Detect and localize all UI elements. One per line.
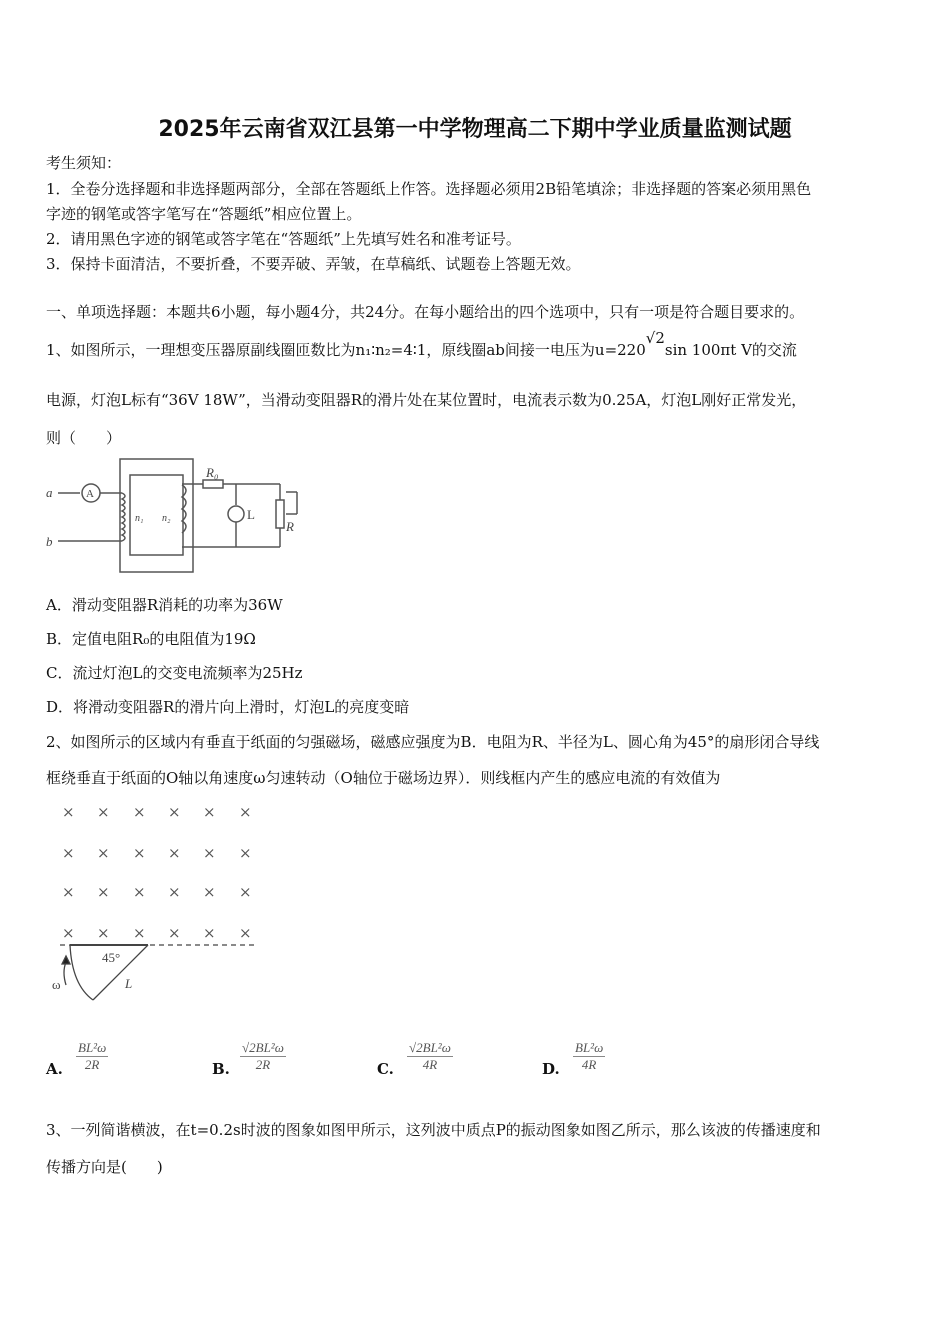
svg-text:L: L [247,507,255,522]
q2-line1: 2、如图所示的区域内有垂直于纸面的匀强磁场，磁感应强度为B．电阻为R、半径为L、圆心角为45°的扇形闭合导线 [46,733,820,751]
field-cross-icon: × [203,803,216,821]
q1-option-b[interactable]: B．定值电阻R₀的电阻值为19Ω [46,630,256,648]
svg-text:45°: 45° [102,950,121,965]
q1-line1b: sin 100πt V的交流 [664,341,797,359]
field-cross-icon: × [168,924,181,942]
field-cross-icon: × [203,883,216,901]
svg-text:R: R [286,519,294,534]
q1-option-d[interactable]: D．将滑动变阻器R的滑片向上滑时，灯泡L的亮度变暗 [46,698,410,716]
field-cross-icon: × [62,844,75,862]
svg-text:n₂: n₂ [162,513,171,524]
r0-resistor [203,480,223,488]
field-cross-icon: × [239,844,252,862]
field-cross-icon: × [97,803,110,821]
svg-text:L: L [125,976,133,991]
field-cross-icon: × [203,844,216,862]
q2-line2: 框绕垂直于纸面的O轴以角速度ω匀速转动（O轴位于磁场边界）．则线框内产生的感应电流的有效值为 [46,769,721,787]
sector-diagram [60,945,256,1000]
field-cross-icon: × [203,924,216,942]
q1-line2: 电源，灯泡L标有“36V 18W”，当滑动变阻器R的滑片处在某位置时，电流表示数为0.25A，灯泡L刚好正常发光， [46,391,807,409]
svg-text:b: b [46,534,53,549]
field-cross-icon: × [62,803,75,821]
q1-option-a[interactable]: A．滑动变阻器R消耗的功率为36W [46,596,283,614]
svg-text:R₀: R₀ [206,465,219,480]
field-cross-icon: × [239,803,252,821]
rotation-arrow [64,962,66,985]
field-cross-icon: × [239,883,252,901]
field-cross-icon: × [133,803,146,821]
field-cross-icon: × [97,883,110,901]
svg-text:n₁: n₁ [135,513,144,524]
field-cross-icon: × [168,844,181,862]
arrow-head-icon [62,956,70,964]
magnetic-field-marks [62,803,252,942]
svg-text:a: a [46,485,53,500]
q1-option-c[interactable]: C．流过灯泡L的交变电流频率为25Hz [46,664,303,682]
q3-line1: 3、一列简谐横波，在t=0.2s时波的图象如图甲所示，这列波中质点P的振动图象如图乙所示，那么该波的传播速度和 [46,1121,821,1139]
rheostat [276,500,284,528]
sqrt-2: √2 [645,329,665,347]
notice-line: 3．保持卡面清洁，不要折叠，不要弄破、弄皱，在草稿纸、试题卷上答题无效。 [46,255,581,273]
field-cross-icon: × [62,924,75,942]
svg-text:A: A [86,488,94,500]
field-cross-icon: × [133,883,146,901]
field-cross-icon: × [168,883,181,901]
q3-line2: 传播方向是( ) [46,1158,163,1176]
field-cross-icon: × [62,883,75,901]
page-title: 2025年云南省双江县第一中学物理高二下期中学业质量监测试题 [158,117,792,142]
field-cross-icon: × [97,924,110,942]
field-cross-icon: × [133,924,146,942]
q1-line3: 则（ ） [46,429,122,447]
field-cross-icon: × [97,844,110,862]
transformer-circuit [58,459,297,572]
svg-text:ω: ω [52,977,61,992]
notice-line: 1．全卷分选择题和非选择题两部分，全部在答题纸上作答。选择题必须用2B铅笔填涂；非选择题的答案必须用黑色 [46,180,812,198]
document-page: 2025年云南省双江县第一中学物理高二下期中学业质量监测试题 考生须知： 1．全卷分选择题和非选择题两部分，全部在答题纸上作答。选择题必须用2B铅笔填涂；非选择题的答案必须用黑色 字迹的钢笔或答字笔写在“答题纸”相应位置上。 2．请用黑色字迹的钢笔或答字笔在“答题纸”上先填写姓名和准考证号。 3．保持卡面清洁，不要折叠，不要弄破、弄皱，在草稿纸、试题卷上答题无效。 一、单项选择题：本题共6小题，每小题4分，共24分。在每小题给出的四个选项中，只有一项是符合题目要求的。 1、如图所示，一理想变压器原副线圈匝数比为n₁∶n₂=4∶1，原线圈ab间接一电压为u=220√2sin 100πt V的交流 电源，灯泡L标有“36V 18W”，当滑动变阻器R的滑片处在某位置时，电流表示数为0.25A，灯泡L刚好正常发光， 则（ ） a b A n₁ n₂ R₀ L R × × × × × × × × × × × × × × × × × × × × × × × × 45° ω L A．滑动变阻器R消耗的功率为36W B．定值电阻R₀的电阻值为19Ω C．流过灯泡L的交变电流频率为25Hz D．将滑动变阻器R的滑片向上滑时，灯泡L的亮度变暗 2、如图所示的区域内有垂直于纸面的匀强磁场，磁感应强度为B．电阻为R、半径为L、圆心角为45°的扇形闭合导线 框绕垂直于纸面的O轴以角速度ω匀速转动（O轴位于磁场边界）．则线框内产生的感应电流的有效值为 A. $\frac{\text{BL²ω}}{2R}$ B. $\frac{\text{√2BL²ω}}{2R}$ C. $\frac{\text{√2BL²ω}}{4R}$ D. $\frac{\text{BL²ω}}{4R}$ 3、一列简谐横波，在t=0.2s时波的图象如图甲所示，这列波中质点P的振动图象如图乙所示，那么该波的传播速度和 传播方向是( ) [0,0,950,1344]
field-cross-icon: × [239,924,252,942]
section-heading: 一、单项选择题：本题共6小题，每小题4分，共24分。在每小题给出的四个选项中，只有一项是符合题目要求的。 [46,303,805,321]
field-cross-icon: × [168,803,181,821]
lamp-icon [228,506,244,522]
notice-line: 2．请用黑色字迹的钢笔或答字笔在“答题纸”上先填写姓名和准考证号。 [46,230,521,248]
notice-line: 字迹的钢笔或答字笔写在“答题纸”相应位置上。 [46,205,362,223]
field-cross-icon: × [133,844,146,862]
notice-heading: 考生须知： [46,154,122,172]
q1-line1a: 1、如图所示，一理想变压器原副线圈匝数比为n₁∶n₂=4∶1，原线圈ab间接一电压为u=220 [46,341,646,359]
